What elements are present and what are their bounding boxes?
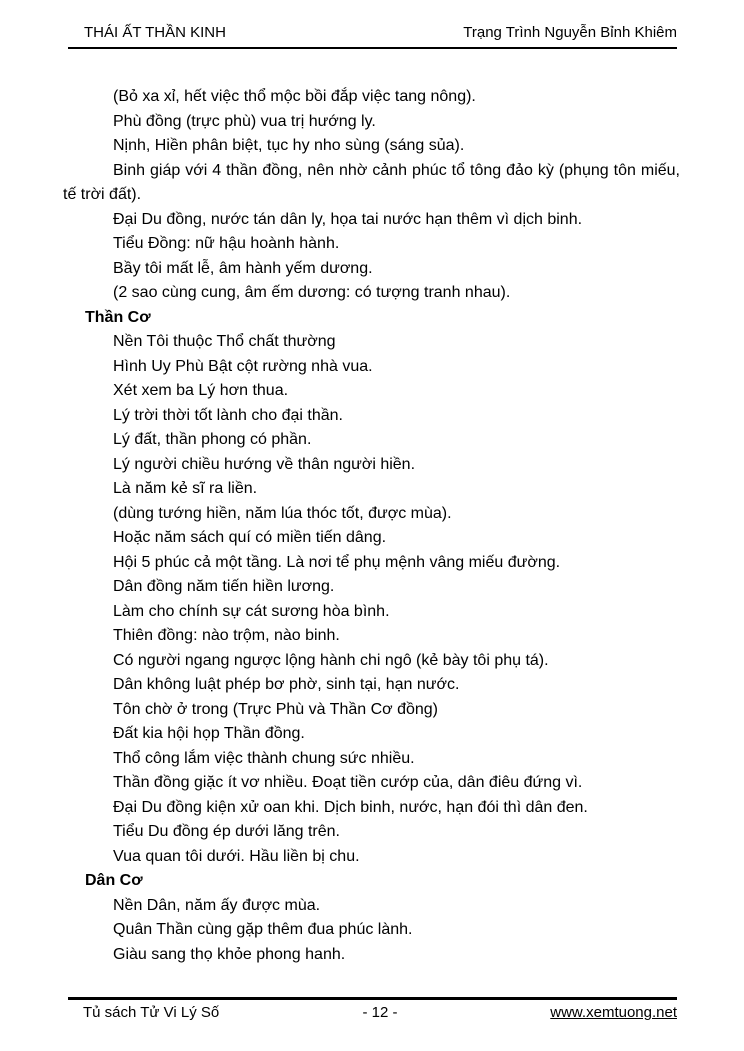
paragraph: Nền Tôi thuộc Thổ chất thường	[113, 333, 336, 350]
paragraph: Dân không luật phép bơ phờ, sinh tại, hạn nước.	[113, 676, 460, 693]
section-heading: Dân Cơ	[85, 872, 143, 889]
paragraph: Thần đồng giặc ít vơ nhiều. Đoạt tiền cướp của, dân điêu đứng vì.	[113, 774, 583, 791]
footer-series-label: Tủ sách Tử Vi Lý Số	[83, 1004, 220, 1021]
paragraph: Lý trời thời tốt lành cho đại thần.	[113, 406, 343, 424]
paragraph: Nền Dân, năm ấy được mùa.	[113, 896, 321, 914]
paragraph: Làm cho chính sự cát sương hòa bình.	[113, 602, 390, 620]
paragraph: Đại Du đồng kiện xử oan khi. Dịch binh, nước, hạn đói thì dân đen.	[113, 798, 588, 816]
section-heading: Thần Cơ	[85, 308, 151, 326]
paragraph: Đất kia hội họp Thần đồng.	[113, 725, 305, 742]
author-name: Trạng Trình Nguyễn Bỉnh Khiêm	[463, 24, 677, 41]
paragraph: Có người ngang ngược lộng hành chi ngô (kẻ bày tôi phụ tá).	[113, 651, 549, 669]
paragraph: Quân Thần cùng gặp thêm đua phúc lành.	[113, 921, 413, 938]
paragraph: (2 sao cùng cung, âm ếm dương: có tượng tranh nhau).	[113, 284, 511, 301]
paragraph: Nịnh, Hiền phân biệt, tục hy nho sùng (sáng sủa).	[113, 137, 465, 154]
paragraph: Hình Uy Phù Bật cột rường nhà vua.	[113, 357, 373, 375]
page-header	[68, 24, 677, 49]
paragraph: Vua quan tôi dưới. Hầu liền bị chu.	[113, 847, 360, 865]
paragraph: Tôn chờ ở trong (Trực Phù và Thần Cơ đồng)	[113, 700, 438, 718]
paragraph: Bầy tôi mất lễ, âm hành yếm dương.	[113, 259, 373, 277]
paragraph: Xét xem ba Lý hơn thua.	[113, 382, 289, 399]
page-footer	[68, 997, 677, 1022]
paragraph: Lý đất, thần phong có phần.	[113, 431, 312, 448]
paragraph: Thiên đồng: nào trộm, nào binh.	[113, 627, 340, 644]
paragraph: Tiểu Du đồng ép dưới lăng trên.	[113, 823, 340, 840]
paragraph: Tiểu Đồng: nữ hậu hoành hành.	[113, 235, 340, 252]
page-number: - 12 -	[362, 1004, 398, 1021]
book-title: THÁI ẤT THẦN KINH	[84, 24, 226, 41]
paragraph: Thổ công lắm việc thành chung sức nhiều.	[113, 749, 415, 767]
paragraph: Hội 5 phúc cả một tầng. Là nơi tể phụ mệnh vâng miếu đường.	[113, 553, 561, 571]
paragraph: Dân đồng năm tiến hiền lương.	[113, 578, 335, 595]
paragraph: (Bỏ xa xỉ, hết việc thổ mộc bồi đắp việc tang nông).	[113, 88, 476, 105]
paragraph: (dùng tướng hiền, năm lúa thóc tốt, được mùa).	[113, 504, 452, 522]
paragraph: Là năm kẻ sĩ ra liền.	[113, 480, 258, 497]
paragraph: Đại Du đồng, nước tán dân ly, họa tai nước hạn thêm vì dịch binh.	[113, 210, 583, 228]
website-link[interactable]: www.xemtuong.net	[550, 1004, 677, 1021]
paragraph: Giàu sang thọ khỏe phong hanh.	[113, 945, 346, 963]
paragraph: Hoặc năm sách quí có miền tiến dâng.	[113, 529, 387, 546]
paragraph-continuation: tế trời đất).	[63, 186, 142, 203]
document-body	[63, 85, 680, 967]
paragraph: Phù đồng (trực phù) vua trị hướng ly.	[113, 112, 376, 130]
paragraph: Lý người chiều hướng về thân người hiền.	[113, 455, 416, 473]
paragraph: Binh giáp với 4 thần đồng, nên nhờ cảnh phúc tổ tông đảo kỳ (phụng tôn miếu,	[113, 161, 680, 179]
